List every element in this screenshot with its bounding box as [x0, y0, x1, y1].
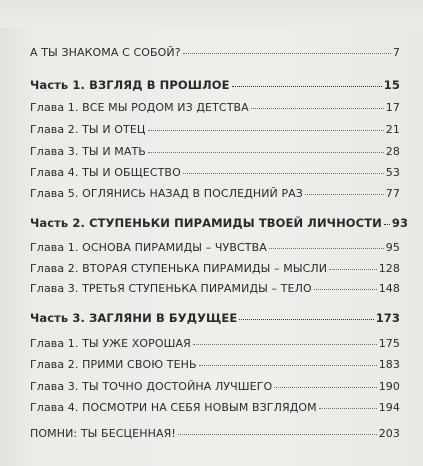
- toc-chapter-page: 95: [385, 241, 400, 254]
- toc-chapter: [30, 101, 400, 117]
- dot-leader: [251, 108, 384, 109]
- toc-chapter-page: 77: [385, 187, 400, 200]
- toc-chapter-page: 175: [378, 337, 400, 350]
- toc-chapter-page: 128: [378, 262, 400, 275]
- toc-chapter-title: Глава 2. ПРИМИ СВОЮ ТЕНЬ: [30, 358, 197, 371]
- toc-chapter-page: 21: [385, 123, 400, 136]
- toc-part-title: Часть 3. ЗАГЛЯНИ В БУДУЩЕЕ: [30, 311, 238, 325]
- toc-part-1: [30, 78, 400, 94]
- toc-entry-title: А ТЫ ЗНАКОМА С СОБОЙ?: [30, 46, 181, 59]
- toc-part-title: Часть 2. СТУПЕНЬКИ ПИРАМИДЫ ТВОЕЙ ЛИЧНОСТИ: [30, 216, 382, 230]
- dot-leader: [148, 152, 384, 153]
- toc-chapter-page: 148: [378, 282, 400, 295]
- dot-leader: [183, 53, 391, 54]
- toc-entry-intro: [30, 46, 400, 62]
- toc-chapter-title: Глава 1. ОСНОВА ПИРАМИДЫ – ЧУВСТВА: [30, 241, 267, 254]
- toc-chapter-title: Глава 4. ПОСМОТРИ НА СЕБЯ НОВЫМ ВЗГЛЯДОМ: [30, 401, 317, 414]
- toc-chapter-title: Глава 3. ТЫ И МАТЬ: [30, 145, 146, 158]
- toc-chapter: [30, 262, 400, 278]
- dot-leader: [178, 434, 377, 435]
- dot-leader: [329, 269, 377, 270]
- toc-chapter: [30, 358, 400, 374]
- toc-part-2: [30, 216, 409, 232]
- toc-part-page: 15: [383, 78, 400, 92]
- toc-chapter-title: Глава 1. ВСЕ МЫ РОДОМ ИЗ ДЕТСТВА: [30, 101, 249, 114]
- dot-leader: [239, 319, 373, 320]
- toc-chapter-title: Глава 5. ОГЛЯНИСЬ НАЗАД В ПОСЛЕДНИЙ РАЗ: [30, 187, 303, 200]
- toc-part-page: 93: [391, 216, 409, 230]
- toc-chapter-title: Глава 2. ВТОРАЯ СТУПЕНЬКА ПИРАМИДЫ – МЫСЛИ: [30, 262, 328, 275]
- toc-entry-page: 7: [392, 46, 400, 59]
- toc-chapter-title: Глава 2. ТЫ И ОТЕЦ: [30, 123, 146, 136]
- dot-leader: [199, 365, 377, 366]
- dot-leader: [148, 130, 384, 131]
- toc-chapter: [30, 145, 400, 161]
- toc-part-3: [30, 311, 400, 327]
- toc-chapter: [30, 337, 400, 353]
- dot-leader: [232, 86, 382, 87]
- toc-chapter-title: Глава 3. ТРЕТЬЯ СТУПЕНЬКА ПИРАМИДЫ – ТЕЛО: [30, 282, 312, 295]
- toc-entry-page: 203: [378, 427, 400, 440]
- toc-chapter: [30, 241, 400, 257]
- dot-leader: [305, 194, 384, 195]
- toc-chapter-title: Глава 4. ТЫ И ОБЩЕСТВО: [30, 166, 181, 179]
- dot-leader: [193, 344, 377, 345]
- toc-chapter: [30, 380, 400, 396]
- dot-leader: [319, 408, 377, 409]
- toc-chapter-page: 53: [385, 166, 400, 179]
- toc-chapter-page: 28: [385, 145, 400, 158]
- toc-chapter: [30, 401, 400, 417]
- toc-chapter-page: 183: [378, 358, 400, 371]
- toc-chapter-page: 194: [378, 401, 400, 414]
- toc-chapter-page: 17: [385, 101, 400, 114]
- toc-chapter-page: 190: [378, 380, 400, 393]
- dot-leader: [314, 289, 377, 290]
- toc-part-page: 173: [375, 311, 400, 325]
- toc-chapter: [30, 123, 400, 139]
- toc-chapter-title: Глава 1. ТЫ УЖЕ ХОРОШАЯ: [30, 337, 191, 350]
- toc-entry-title: ПОМНИ: ТЫ БЕСЦЕННАЯ!: [30, 427, 176, 440]
- dot-leader: [274, 387, 376, 388]
- toc-entry-outro: [30, 427, 400, 443]
- toc-part-title: Часть 1. ВЗГЛЯД В ПРОШЛОЕ: [30, 78, 230, 92]
- toc-chapter: [30, 282, 400, 298]
- toc-chapter: [30, 187, 400, 203]
- dot-leader: [269, 248, 384, 249]
- toc-chapter-title: Глава 3. ТЫ ТОЧНО ДОСТОЙНА ЛУЧШЕГО: [30, 380, 273, 393]
- toc-chapter: [30, 166, 400, 182]
- dot-leader: [384, 224, 390, 225]
- dot-leader: [183, 173, 384, 174]
